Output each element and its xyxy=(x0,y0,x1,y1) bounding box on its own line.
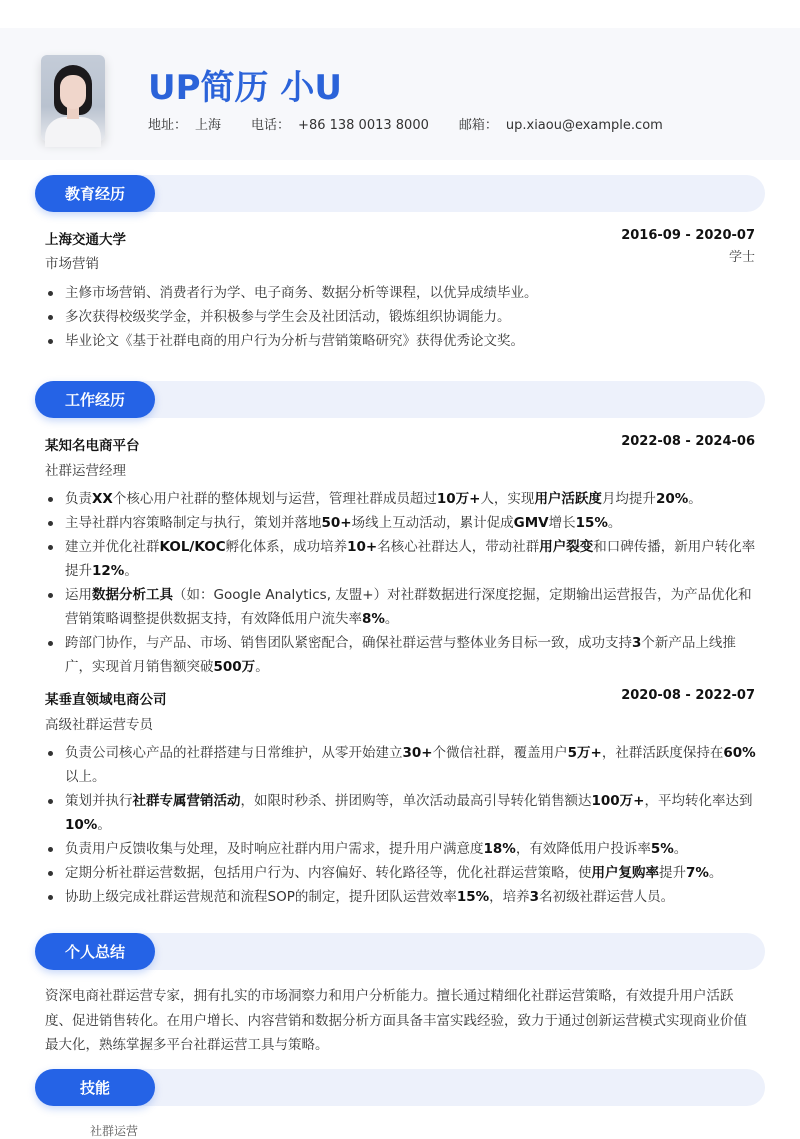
list-item: 负责XX个核心用户社群的整体规划与运营，管理社群成员超过10万+人，实现用户活跃度月均提升20%。 xyxy=(45,487,760,511)
job-bullets xyxy=(45,741,760,909)
contact-info xyxy=(148,114,663,133)
section-header-education xyxy=(35,175,765,212)
list-item: 负责用户反馈收集与处理，及时响应社群内用户需求，提升用户满意度18%，有效降低用户投诉率5%。 xyxy=(45,837,760,861)
section-title: 工作经历 xyxy=(35,381,155,418)
list-item: 多次获得校级奖学金，并积极参与学生会及社团活动，锻炼组织协调能力。 xyxy=(45,305,760,329)
candidate-name: UP简历 小U xyxy=(148,68,342,108)
section-title: 技能 xyxy=(35,1069,155,1106)
education-date: 2016-09 - 2020-07 xyxy=(621,228,755,243)
resume-header xyxy=(0,28,800,160)
list-item: 主导社群内容策略制定与执行，策划并落地50+场线上互动活动，累计促成GMV增长15%。 xyxy=(45,511,760,535)
job-entry xyxy=(45,434,755,454)
profile-photo xyxy=(41,55,105,141)
job-role: 高级社群运营专员 xyxy=(45,717,153,733)
contact-address: 地址： 上海 xyxy=(148,118,222,133)
list-item: 负责公司核心产品的社群搭建与日常维护，从零开始建立30+个微信社群，覆盖用户5万+，社群活跃度保持在60%以上。 xyxy=(45,741,760,789)
summary-text: 资深电商社群运营专家，拥有扎实的市场洞察力和用户分析能力。擅长通过精细化社群运营策略，有效提升用户活跃度、促进销售转化。在用户增长、内容营销和数据分析方面具备丰富实践经验，致力于通过创新运营模式实现商业价值最大化，熟练掌握多平台社群运营工具与策略。 xyxy=(45,988,747,1053)
list-item: 运用数据分析工具（如：Google Analytics, 友盟+）对社群数据进行深度挖掘，定期输出运营报告，为产品优化和营销策略调整提供数据支持，有效降低用户流失率8%。 xyxy=(45,583,760,631)
school-name: 上海交通大学 xyxy=(45,232,126,248)
section-title: 教育经历 xyxy=(35,175,155,212)
job-entry xyxy=(45,688,755,708)
education-entry xyxy=(45,228,755,248)
job-date: 2022-08 - 2024-06 xyxy=(621,434,755,449)
job-role-row xyxy=(45,459,755,479)
contact-email: 邮箱： up.xiaou@example.com xyxy=(458,118,663,133)
list-item: 定期分析社群运营数据，包括用户行为、内容偏好、转化路径等，优化社群运营策略，使用户复购率提升7%。 xyxy=(45,861,760,885)
job-role-row xyxy=(45,713,755,733)
list-item: 主修市场营销、消费者行为学、电子商务、数据分析等课程，以优异成绩毕业。 xyxy=(45,281,760,305)
section-header-skills xyxy=(35,1069,765,1106)
section-header-work xyxy=(35,381,765,418)
section-header-summary xyxy=(35,933,765,970)
company-name: 某知名电商平台 xyxy=(45,438,140,454)
job-bullets xyxy=(45,487,760,679)
contact-phone: 电话： +86 138 0013 8000 xyxy=(251,118,429,133)
degree: 学士 xyxy=(728,250,755,265)
education-bullets xyxy=(45,281,760,353)
list-item: 跨部门协作，与产品、市场、销售团队紧密配合，确保社群运营与整体业务目标一致，成功支持3个新产品上线推广，实现首月销售额突破500万。 xyxy=(45,631,760,679)
education-subrow xyxy=(45,252,755,272)
skills-item-partial: 社群运营 xyxy=(90,1124,139,1138)
company-name: 某垂直领域电商公司 xyxy=(45,692,167,708)
job-role: 社群运营经理 xyxy=(45,463,126,479)
list-item: 毕业论文《基于社群电商的用户行为分析与营销策略研究》获得优秀论文奖。 xyxy=(45,329,760,353)
job-date: 2020-08 - 2022-07 xyxy=(621,688,755,703)
section-title: 个人总结 xyxy=(35,933,155,970)
list-item: 策划并执行社群专属营销活动，如限时秒杀、拼团购等，单次活动最高引导转化销售额达100万+，平均转化率达到10%。 xyxy=(45,789,760,837)
list-item: 协助上级完成社群运营规范和流程SOP的制定，提升团队运营效率15%，培养3名初级社群运营人员。 xyxy=(45,885,760,909)
list-item: 建立并优化社群KOL/KOC孵化体系，成功培养10+名核心社群达人，带动社群用户裂变和口碑传播，新用户转化率提升12%。 xyxy=(45,535,760,583)
major: 市场营销 xyxy=(45,256,99,272)
